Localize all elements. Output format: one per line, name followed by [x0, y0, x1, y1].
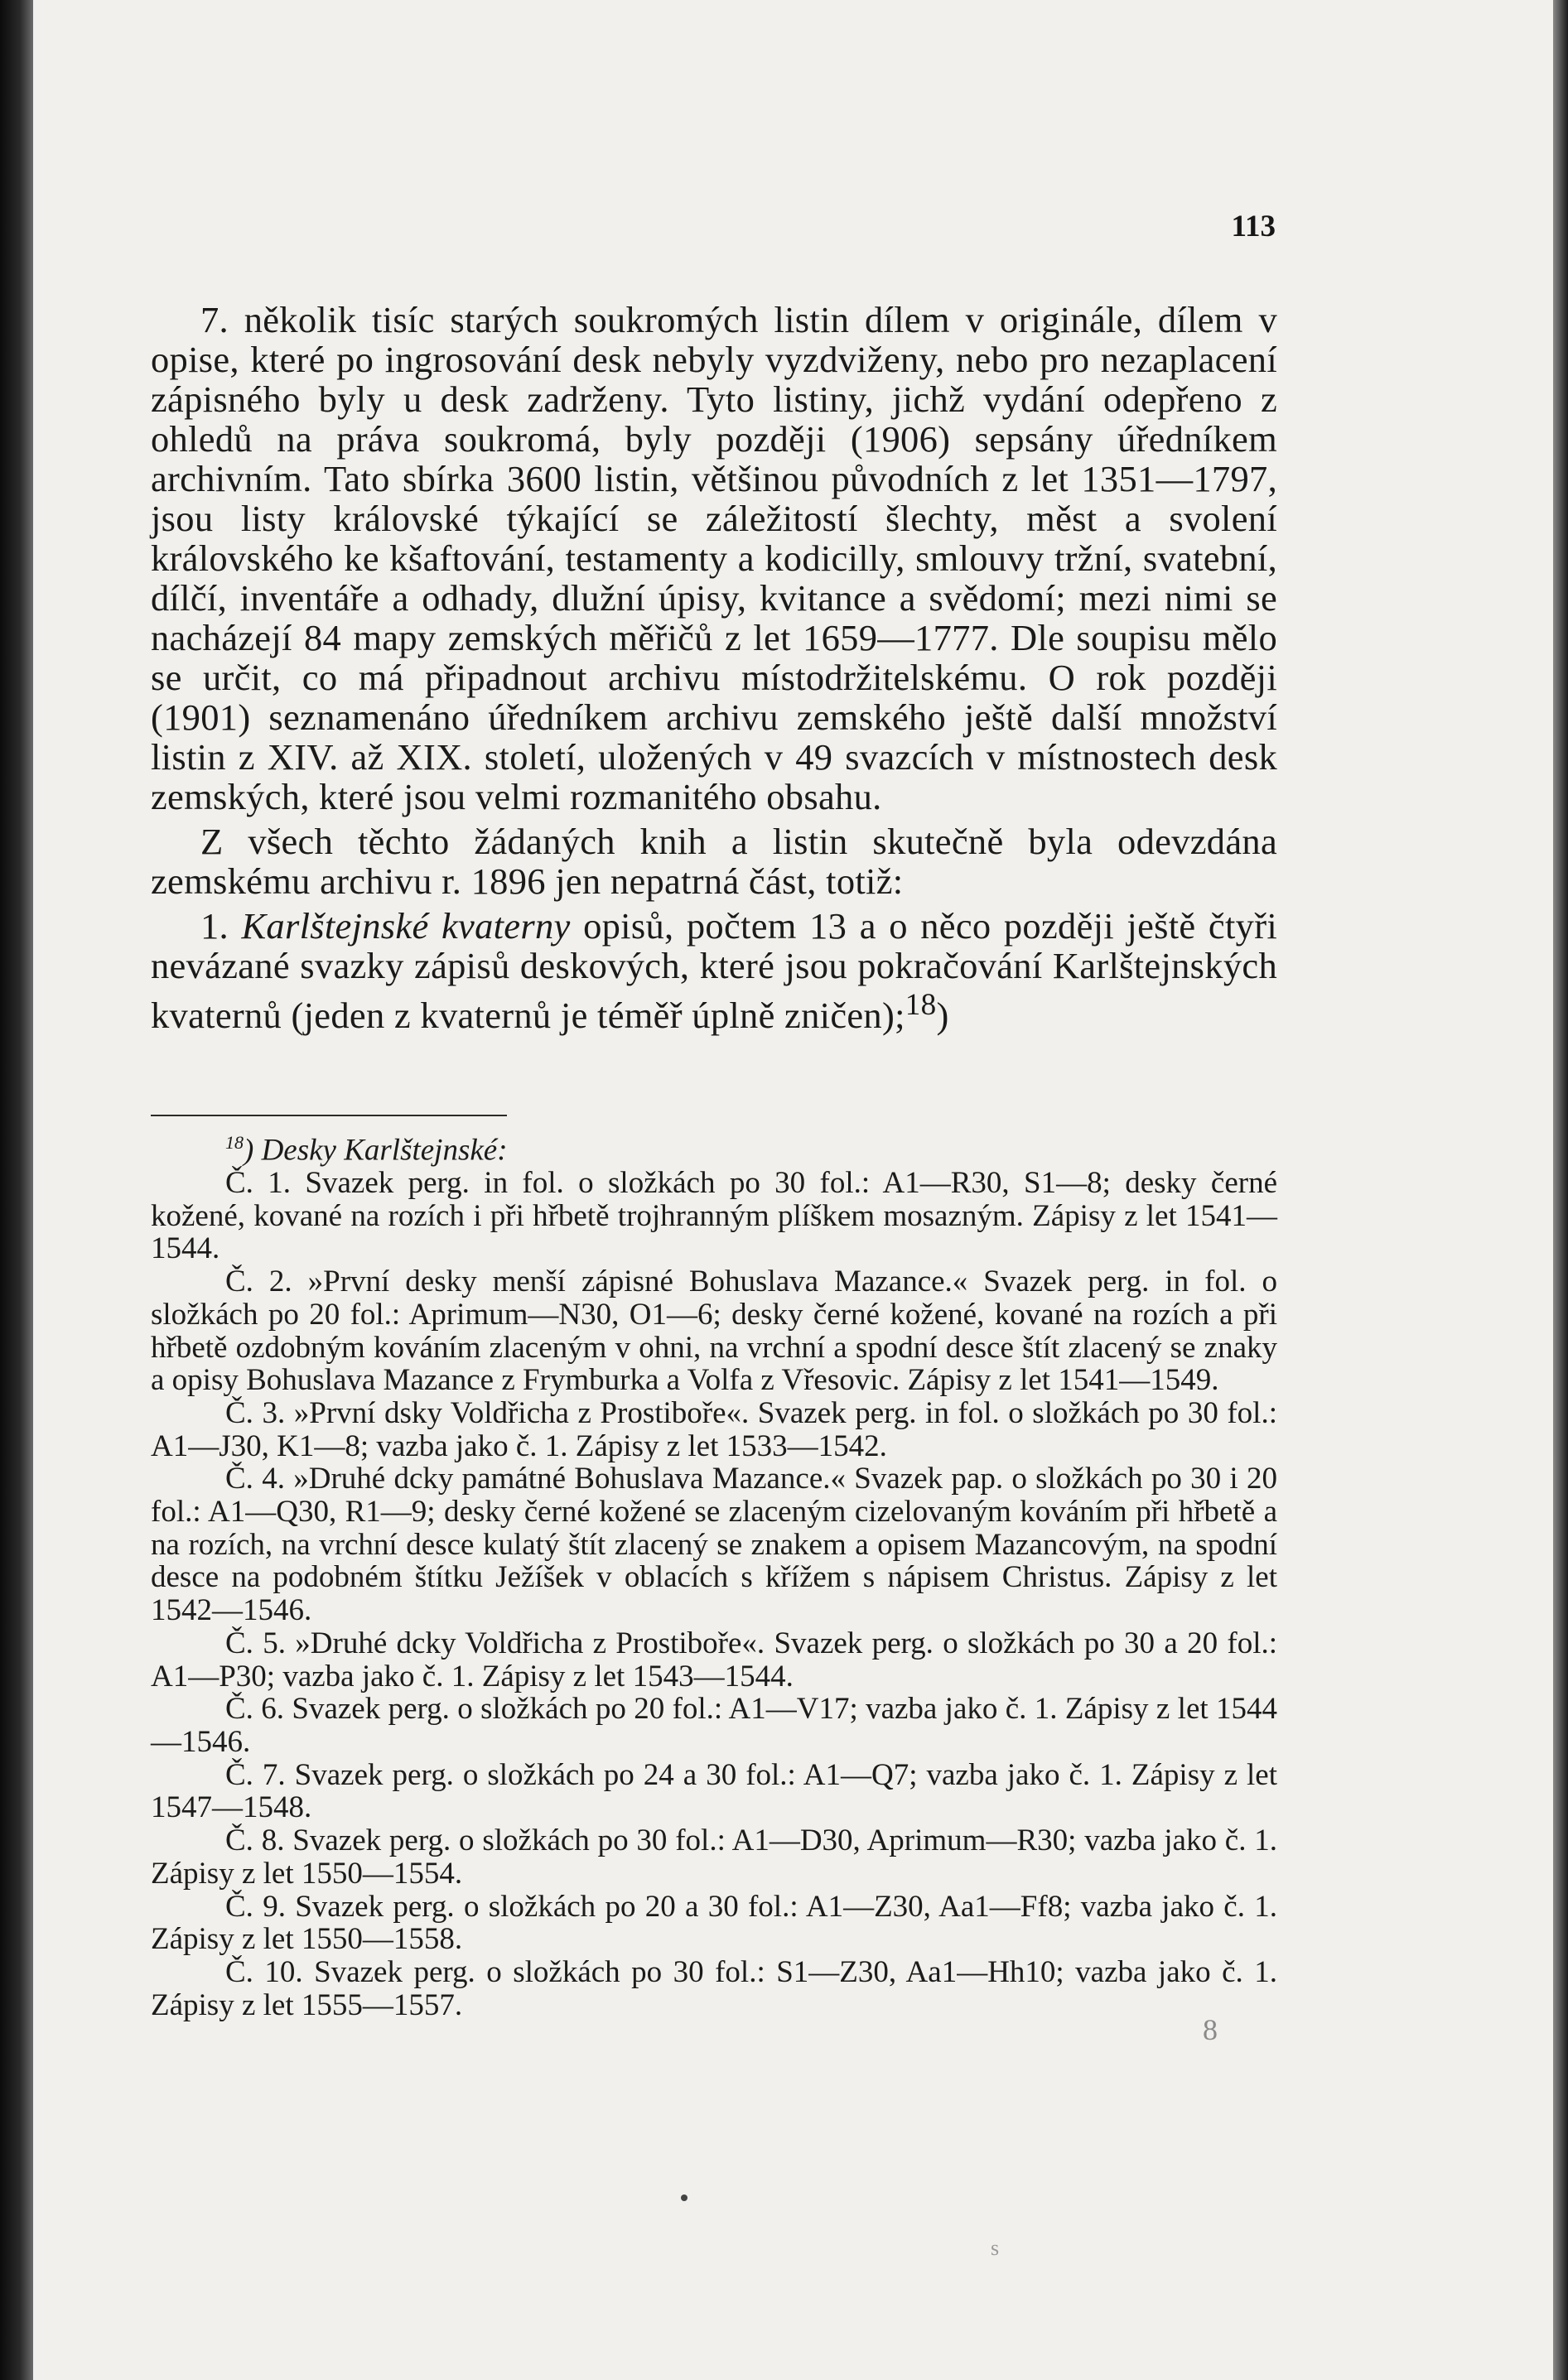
- ink-speck: s: [991, 2236, 1000, 2260]
- footnote-entry-9: Č. 9. Svazek perg. o složkách po 20 a 30 fol.: A1—Z30, Aa1—Ff8; vazba jako č. 1. Zápisy z let 1550—1558.: [151, 1889, 1277, 1957]
- item-1-title: Karlštejnské kvaterny: [241, 905, 571, 947]
- footnote-entry-3: Č. 3. »První dsky Voldřicha z Prostiboře«. Svazek perg. in fol. o složkách po 30 fol.: A1—J30, K1—8; vazba jako č. 1. Zápisy z let 1533—1542.: [151, 1395, 1277, 1463]
- item-1-close: ): [936, 994, 949, 1036]
- footnote-separator: [151, 1115, 507, 1116]
- pencil-mark: 8: [1203, 2013, 1218, 2046]
- footnote-marker: 18: [225, 1132, 244, 1153]
- footnote-entry-6: Č. 6. Svazek perg. o složkách po 20 fol.: A1—V17; vazba jako č. 1. Zápisy z let 1544—1546.: [151, 1692, 1277, 1759]
- footnote-entry-1: Č. 1. Svazek perg. in fol. o složkách po 30 fol.: A1—R30, S1—8; desky černé kožené, kované na rozích i při hřbetě trojhranným plíškem mosazným. Zápisy z let 1541—1544.: [151, 1166, 1277, 1266]
- footnote-entry-10: Č. 10. Svazek perg. o složkách po 30 fol.: S1—Z30, Aa1—Hh10; vazba jako č. 1. Zápisy z let 1555—1557.: [151, 1954, 1277, 2022]
- paragraph-item-7: 7. několik tisíc starých soukromých listin dílem v originále, dílem v opise, které po ingrosování desk nebyly vyzdviženy, nebo pro nezaplacení zápisného byly u desk zadrženy. Tyto listiny, jichž vydání odepřeno z ohledů na práva soukromá, byly později (1906) sepsány úředníkem archivním. Tato sbírka 3600 listin, většinou původních z let 1351—1797, jsou listy královské týkající se záležitostí šlechty, měst a svolení královského ke kšaftování, testamenty a kodicilly, smlouvy tržní, svatební, dílčí, inventáře a odhady, dlužní úpisy, kvitance a svědomí; mezi nimi se nacházejí 84 mapy zemských měřičů z let 1659—1777. Dle soupisu mělo se určit, co má připadnout archivu místodržitelskému. O rok později (1901) seznamenáno úředníkem archivu zemského ještě další množství listin z XIV. až XIX. století, uložených v 49 svazcích v místnostech desk zemských, které jsou velmi rozmanitého obsahu.: [151, 299, 1277, 817]
- footnote-entry-5: Č. 5. »Druhé dcky Voldřicha z Prostiboře«. Svazek perg. o složkách po 30 a 20 fol.: A1—P30; vazba jako č. 1. Zápisy z let 1543—1544.: [151, 1626, 1277, 1693]
- page-number: 113: [1231, 210, 1276, 243]
- footnote-entry-2: Č. 2. »První desky menší zápisné Bohuslava Mazance.« Svazek perg. in fol. o složkách po 20 fol.: Aprimum—N30, O1—6; desky černé kožené, kované na rozích a při hřbetě ozdobným kováním zlaceným v ohni, na vrchní a spodní desce štít zlacený se znaky a opisy Bohuslava Mazance z Frymburka a Volfa z Vřesovic. Zápisy z let 1541—1549.: [151, 1265, 1277, 1398]
- footnote-reference: 18: [905, 988, 937, 1022]
- ink-dot: [681, 2195, 688, 2201]
- footnote-entry-7: Č. 7. Svazek perg. o složkách po 24 a 30 fol.: A1—Q7; vazba jako č. 1. Zápisy z let 1547—1548.: [151, 1757, 1277, 1825]
- paragraph-summary: Z všech těchto žádaných knih a listin skutečně byla odevzdána zemskému archivu r. 1896 jen nepatrná část, totiž:: [151, 821, 1277, 902]
- footnote-entry-8: Č. 8. Svazek perg. o složkách po 30 fol.: A1—D30, Aprimum—R30; vazba jako č. 1. Zápisy z let 1550—1554.: [151, 1824, 1277, 1891]
- footnotes: [151, 1126, 1277, 2021]
- footnote-heading-text: Desky Karlštejnské:: [261, 1133, 508, 1168]
- item-1-text: opisů, počtem 13 a o něco později ještě čtyři nevázané svazky zápisů deskových, které jsou pokračování Karlštejnských kvaternů (jeden z kvaternů je téměř úplně zničen);: [151, 905, 1277, 1036]
- main-text: [151, 300, 1277, 1035]
- footnote-heading: [151, 1126, 1277, 1167]
- book-spine-shadow: [0, 0, 33, 2380]
- footnote-marker-paren: ): [244, 1133, 254, 1168]
- paragraph-item-1: [151, 906, 1277, 1035]
- item-1-number: 1.: [200, 905, 229, 947]
- footnote-entry-4: Č. 4. »Druhé dcky památné Bohuslava Mazance.« Svazek pap. o složkách po 30 i 20 fol.: A1—Q30, R1—9; desky černé kožené se zlaceným cizelovaným kováním při hřbetě a na rozích, na vrchní desce kulatý štít zlacený se znakem a opisem Mazancovým, na spodní desce na podobném štítku Ježíšek v oblacích s křížem s nápisem Christus. Zápisy z let 1542—1546.: [151, 1462, 1277, 1628]
- page-edge-shadow: [1553, 0, 1568, 2380]
